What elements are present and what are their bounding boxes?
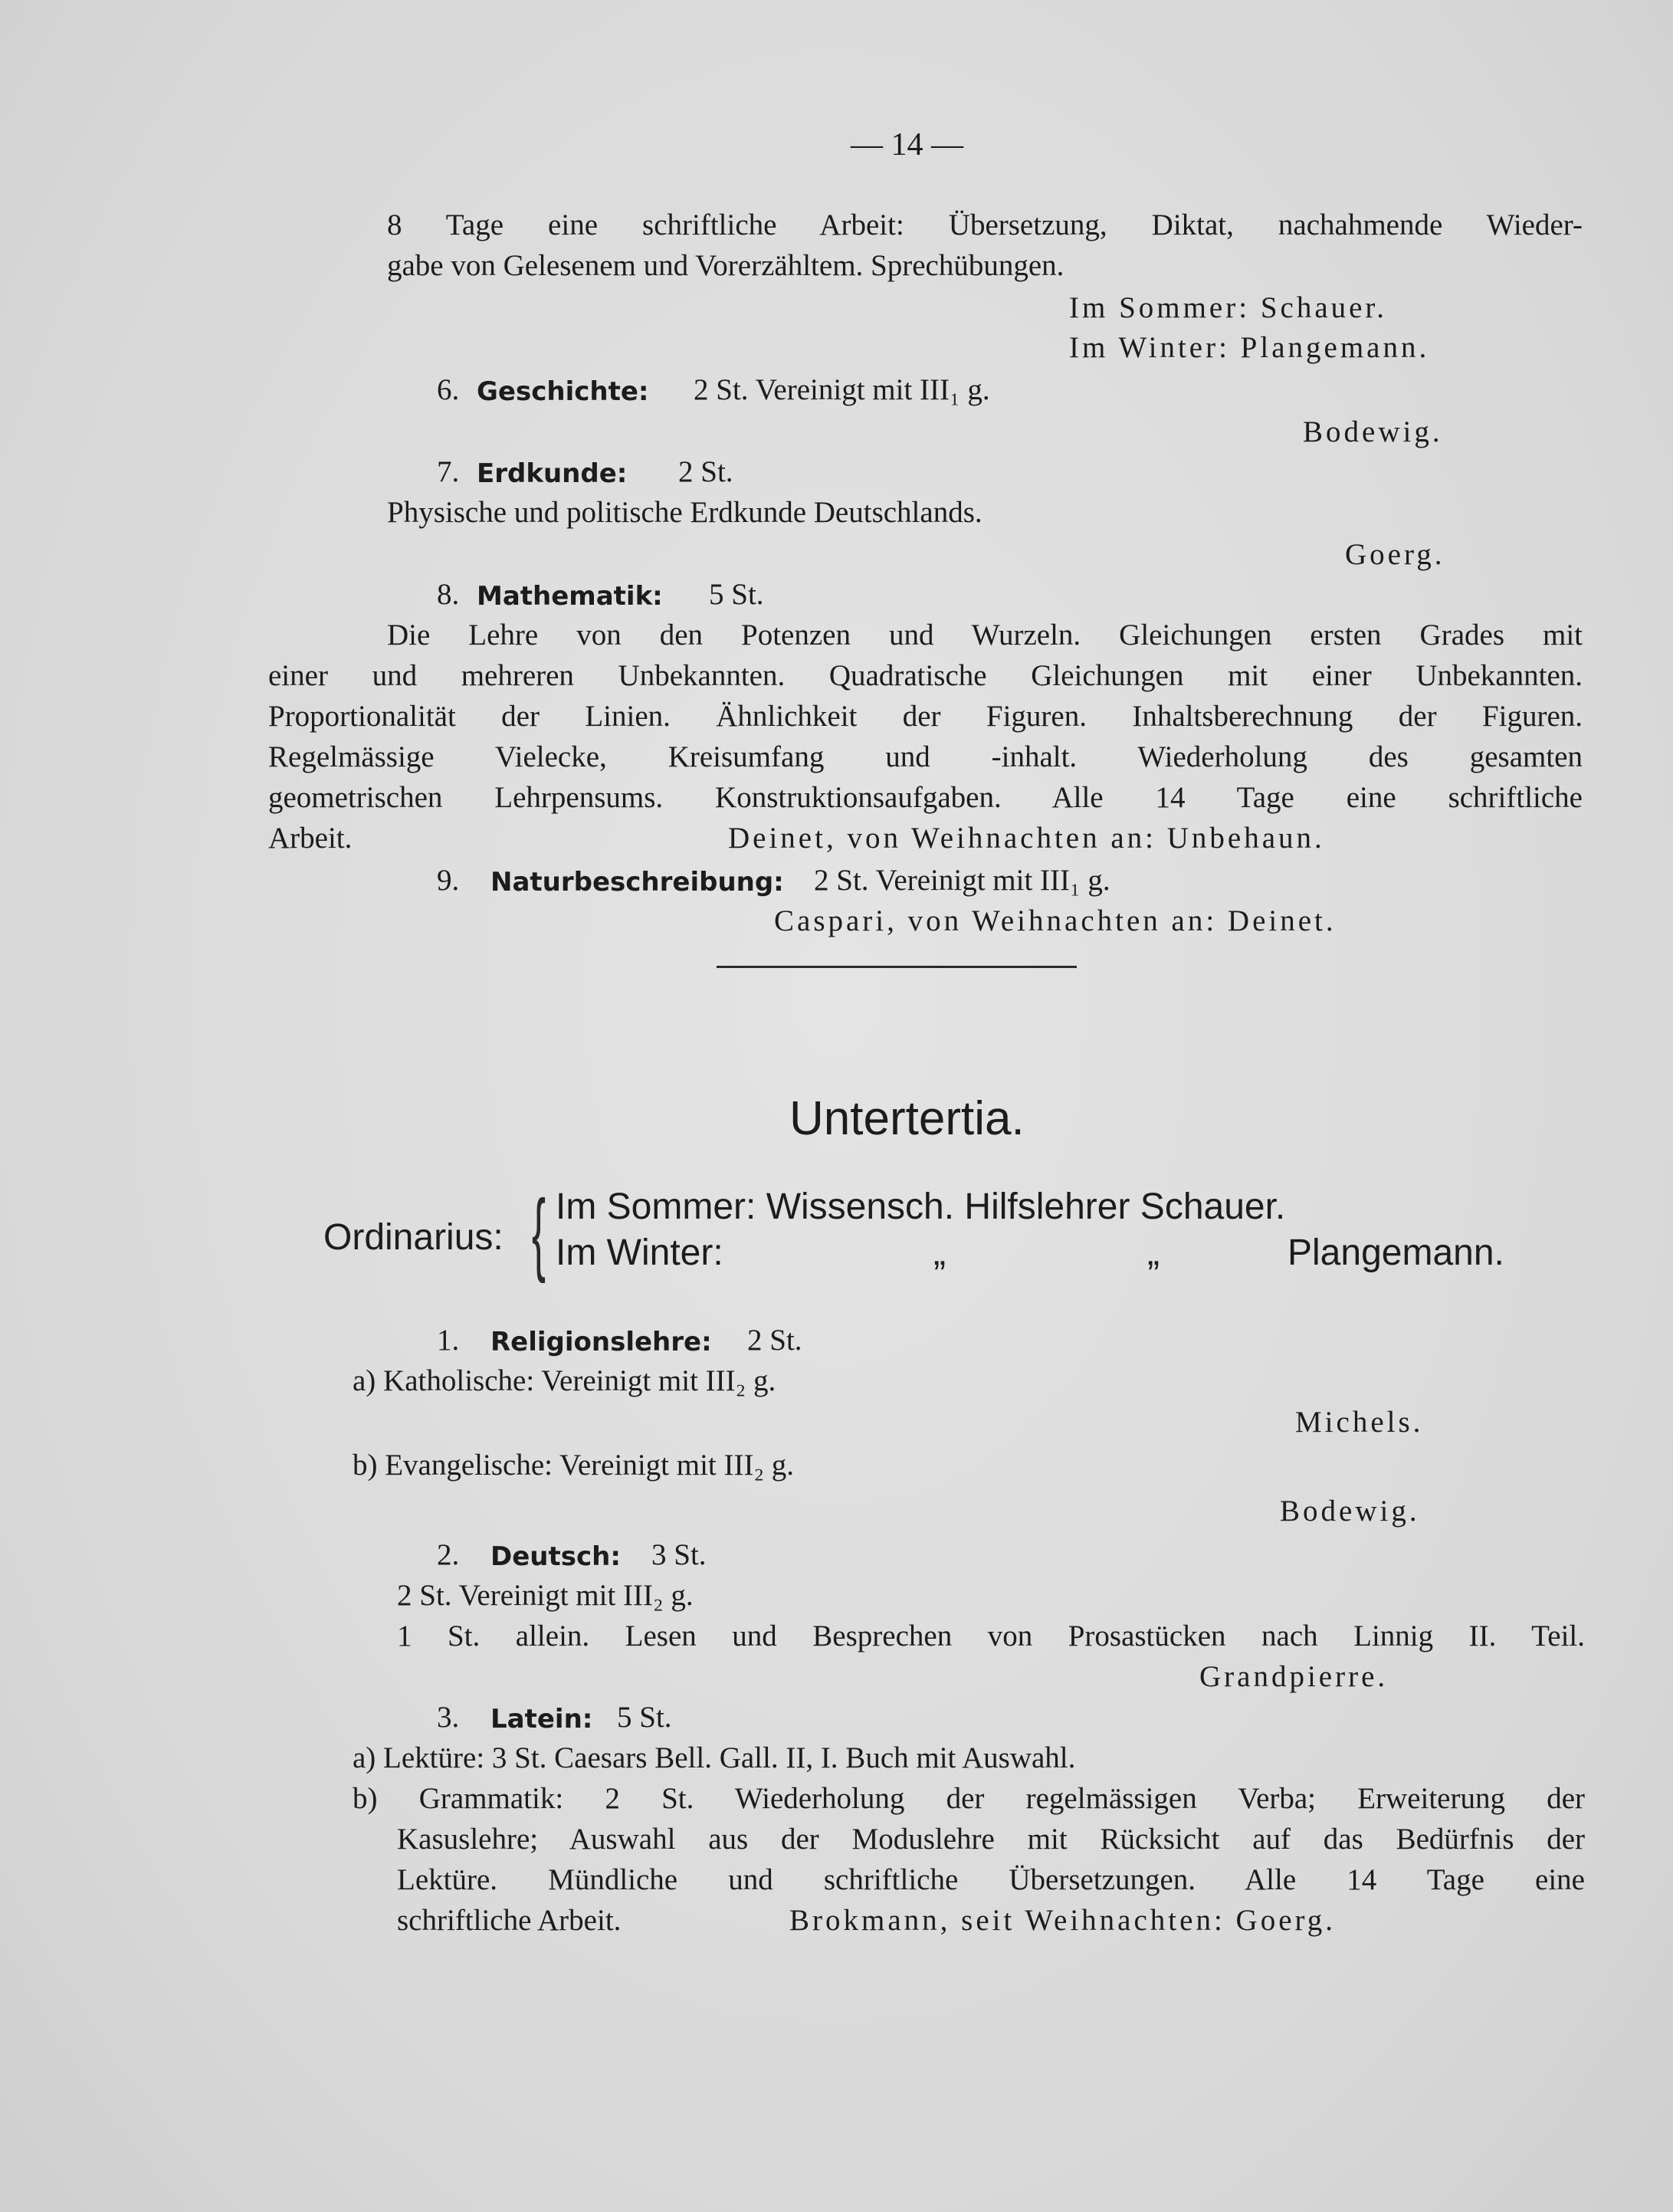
subject-hours: 3 St. <box>651 1538 707 1571</box>
item-number: 2. <box>437 1538 460 1571</box>
subject-title: Religionslehre: <box>490 1327 712 1357</box>
item-number: 9. <box>437 864 460 897</box>
item-number: 7. <box>437 455 460 488</box>
teacher-name: Im Winter: Plangemann. <box>1069 331 1430 364</box>
text-line: Regelmässige Vielecke, Kreisumfang und -inhalt. Wiederholung des gesamten <box>268 740 1583 773</box>
teacher-name: Caspari, von Weihnachten an: Deinet. <box>774 904 1337 937</box>
text-line: 2 St. Vereinigt mit III₂ g. <box>397 1579 694 1612</box>
ditto-mark: „ <box>933 1232 946 1273</box>
teacher-name: Deinet, von Weihnachten an: Unbehaun. <box>728 822 1325 855</box>
subject-title: Mathematik: <box>477 581 663 612</box>
teacher-name: Michels. <box>1295 1406 1424 1439</box>
text-line: Physische und politische Erdkunde Deutschlands. <box>387 496 982 529</box>
subject-hours: 2 St. Vereinigt mit III₁ g. <box>694 373 990 406</box>
teacher-name: Im Sommer: Schauer. <box>1069 291 1388 324</box>
subject-title: Naturbeschreibung: <box>490 867 784 898</box>
subject-title: Latein: <box>490 1704 593 1734</box>
text-line: 8 Tage eine schriftliche Arbeit: Übersetzung, Diktat, nachahmende Wieder- <box>387 208 1583 241</box>
teacher-name: Grandpierre. <box>1199 1660 1389 1693</box>
ordinarius-label: Ordinarius: <box>323 1217 504 1258</box>
ordinarius-summer: Im Sommer: Wissensch. Hilfslehrer Schauer. <box>556 1186 1286 1227</box>
subject-title: Deutsch: <box>490 1541 621 1572</box>
text-line: Arbeit. <box>268 822 353 855</box>
text-line: gabe von Gelesenem und Vorerzähltem. Sprechübungen. <box>387 249 1064 282</box>
text-line: b) Evangelische: Vereinigt mit III₂ g. <box>353 1449 795 1482</box>
subject-hours: 2 St. Vereinigt mit III₁ g. <box>814 864 1110 897</box>
text-line: a) Lektüre: 3 St. Caesars Bell. Gall. II, I. Buch mit Auswahl. <box>353 1741 1076 1774</box>
subject-title: Geschichte: <box>477 376 649 407</box>
item-number: 8. <box>437 578 460 611</box>
text-line: einer und mehreren Unbekannten. Quadratische Gleichungen mit einer Unbekannten. <box>268 659 1583 692</box>
item-number: 1. <box>437 1324 460 1357</box>
text-line: Die Lehre von den Potenzen und Wurzeln. Gleichungen ersten Grades mit <box>387 619 1583 651</box>
text-line: Lektüre. Mündliche und schriftliche Übersetzungen. Alle 14 Tage eine <box>397 1863 1585 1896</box>
ordinarius-winter-name: Plangemann. <box>1288 1232 1504 1273</box>
text-line: 1 St. allein. Lesen und Besprechen von Prosastücken nach Linnig II. Teil. <box>397 1620 1585 1652</box>
section-heading: Untertertia. <box>789 1092 1025 1145</box>
item-number: 3. <box>437 1701 460 1734</box>
subject-hours: 5 St. <box>709 578 764 611</box>
text-line: Kasuslehre; Auswahl aus der Moduslehre mit Rücksicht auf das Bedürfnis der <box>397 1823 1585 1856</box>
text-line: b) Grammatik: 2 St. Wiederholung der regelmässigen Verba; Erweiterung der <box>353 1782 1585 1815</box>
teacher-name: Brokmann, seit Weihnachten: Goerg. <box>789 1904 1337 1937</box>
page-number: — 14 — <box>851 127 963 162</box>
brace: { <box>532 1181 546 1284</box>
text-line: a) Katholische: Vereinigt mit III₂ g. <box>353 1364 776 1397</box>
teacher-name: Bodewig. <box>1303 415 1443 448</box>
teacher-name: Goerg. <box>1345 538 1445 571</box>
subject-hours: 2 St. <box>747 1324 802 1357</box>
subject-hours: 5 St. <box>617 1701 672 1734</box>
text-line: geometrischen Lehrpensums. Konstruktionsaufgaben. Alle 14 Tage eine schriftliche <box>268 781 1583 814</box>
ordinarius-winter-label: Im Winter: <box>556 1232 723 1273</box>
section-divider <box>717 966 1077 968</box>
item-number: 6. <box>437 373 460 406</box>
text-line: Proportionalität der Linien. Ähnlichkeit der Figuren. Inhaltsberechnung der Figuren. <box>268 700 1583 733</box>
teacher-name: Bodewig. <box>1280 1495 1420 1528</box>
subject-title: Erdkunde: <box>477 458 628 489</box>
ditto-mark: „ <box>1147 1232 1160 1273</box>
text-line: schriftliche Arbeit. <box>397 1904 622 1937</box>
subject-hours: 2 St. <box>678 455 733 488</box>
